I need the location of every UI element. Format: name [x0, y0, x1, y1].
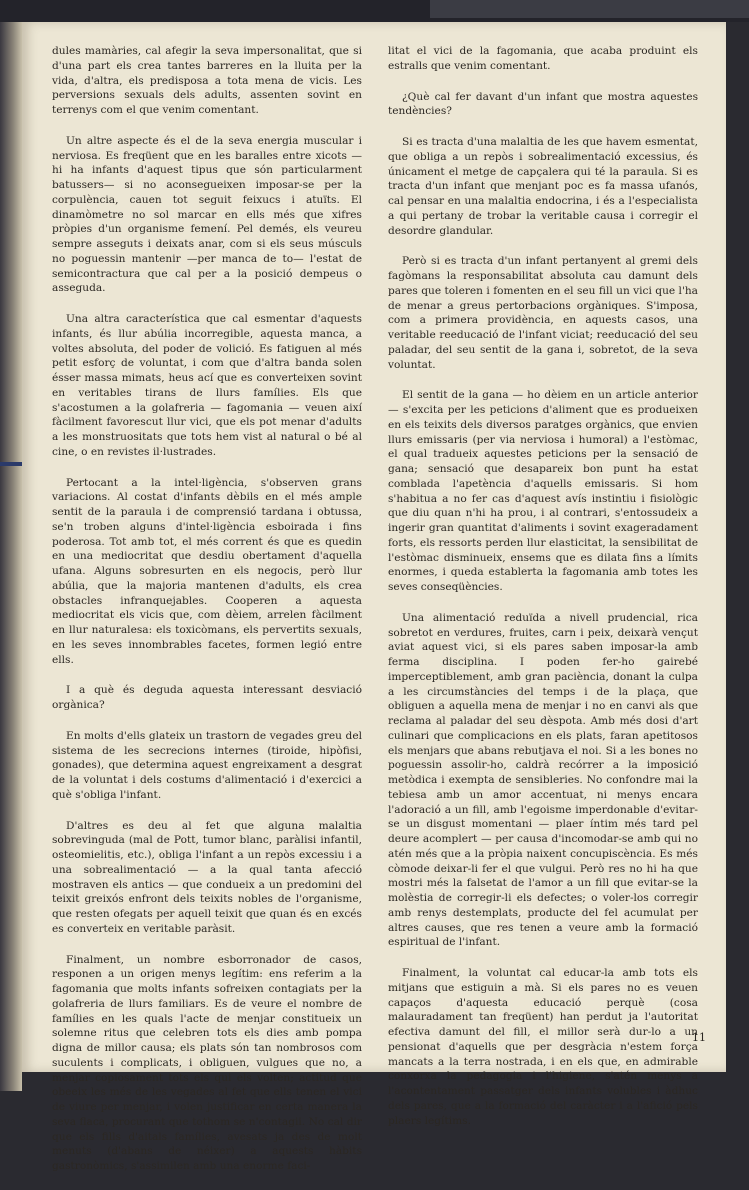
paragraph: Una alimentació reduïda a nivell prudencial, rica sobretot en verdures, fruites, carn i peix, deixarà vençut aviat aquest vici, si els pares saben imposar-la amb ferma disciplina. I poden fer-ho gairebé imperceptiblement, amb gran paciència, donant la culpa a les circumstàncies del temps i de la plaça, que obliguen a aquella mena de menjar i no en canvi als que reclama al paladar del seu dèspota. Amb més dosi d'art culinari que complicacions en els plats, faran apetitosos els menjars que abans rebutjava el noi. Si a les bones no poguessin assolir-ho, caldrà recórrer a la imposició metòdica i exempta de sensibleries. No confondre mai la tebiesa amb un amor accentuat, ni menys encara l'adoració a un fill, amb l'egoisme imperdonable d'evitar-se un disgust momentani — plaer íntim més tard pel deure acomplert — per causa d'incomodar-se amb qui no atén més que a la pròpia naixent concupiscència. Es més còmode deixar-li fer el que vulgui. Però res no hi ha que mostri més la falsetat de l'amor a un fill que evitar-se la molèstia de corregir-li els defectes; o voler-los corregir amb renys destemplats, producte del fel acumulat per altres causes, que res tenen a veure amb la formació espiritual de l'infant. [388, 611, 698, 949]
paragraph: dules mamàries, cal afegir la seva impersonalitat, que si d'una part els crea tantes barreres en la lluita per la vida, d'altra, els predisposa a tota mena de vicis. Les perversions sexuals dels adults, assenten sovint en terrenys com el que venim comentant. [52, 45, 362, 116]
scan-top-strip [0, 0, 749, 22]
page-number: 11 [692, 1031, 706, 1044]
left-column [52, 44, 362, 1190]
paragraph: Finalment, la voluntat cal educar-la amb tots els mitjans que estiguin a mà. Si els pares no es veuen capaços d'aquesta educació perquè (cosa malauradament tan freqüent) han perdut ja l'autoritat efectiva damunt del fill, el millor serà dur-lo a un pensionat d'aquells que per desgràcia n'estem força mancats a la terra nostrada, i en els que, en admirable conxorxa la pedagogia i l'higiene, s'atén menys a l'acontentament passatger dels infants volubles i àdhuc dels pares, que a la formació del caràcter i a l'afició pels plaers legítims. [388, 967, 698, 1127]
paragraph: Una altra característica que cal esmentar d'aquests infants, és llur abúlia incorregible, aquesta manca, a voltes absoluta, del poder de volició. Es fatiguen al més petit esforç de voluntat, i com que d'altra banda solen ésser massa mimats, heus ací que es converteixen sovint en veritables tirans de llurs famílies. Els que s'acostumen a la golafreria — fagomania — veuen així fàcilment favorescut llur vici, que els pot menar d'adults a les monstruositats que tots hem vist al natural o bé al cine, o en revistes il·lustrades. [52, 313, 362, 458]
paragraph: Finalment, un nombre esborronador de casos, responen a un origen menys legítim: ens referim a la fagomania que molts infants sofreixen contagiats per la golafreria de llurs familiars. Es de veure el nombre de famílies en les quals l'acte de menjar constitueix un solemne ritus que celebren tots els dies amb pompa digna de millor causa; els plats són tan nombrosos com suculents i complicats, i obliguen, vulgues que no, a menjar copiosament tots els qui els volten; actitud que obeeix les més de les vegades al fet que ells tenen el vici de viure per menjar, i volen justificar en certa manera la seva flaca, procurant que tothom se n'contagii. No cal dir que els fills d'aitals famílies, avesats ja des de molt menuts (d'abans de néixer) a aquests hàbits gastronòmics, s'assimilen amb una enorme faci- [52, 953, 362, 1172]
paragraph: El sentit de la gana — ho dèiem en un article anterior — s'excita per les peticions d'aliment que es produeixen en els teixits dels diversos paratges orgànics, que envien llurs emissaris (per via nerviosa i humoral) a l'estòmac, el qual tradueix aquestes peticions per la sensació de gana; sensació que desapareix bon punt ha estat comblada l'apetència d'aquells emissaris. Si hom s'habitua a no fer cas d'aquest avís instintiu i fisiològic que diu quan n'hi ha prou, i al contrari, s'entossudeix a ingerir gran quantitat d'aliments i sovint exageradament forts, els ressorts perden llur elasticitat, la sensibilitat de l'estòmac disminueix, ensems que es dilata fins a límits enormes, i queda establerta la fagomania amb totes les seves conseqüències. [388, 389, 698, 593]
paragraph: Però si es tracta d'un infant pertanyent al gremi dels fagòmans la responsabilitat absoluta cau damunt dels pares que toleren i fomenten en el seu fill un vici que l'ha de menar a greus pertorbacions orgàniques. S'imposa, com a primera providència, en aquests casos, una veritable reeducació de l'infant viciat; reeducació del seu paladar, del seu sentit de la gana i, sobretot, de la seva voluntat. [388, 255, 698, 371]
paragraph: Pertocant a la intel·ligència, s'observen grans variacions. Al costat d'infants dèbils en el més ample sentit de la paraula i de comprensió tardana i obtussa, se'n troben alguns d'intel·ligència esboirada i fins poderosa. Tot amb tot, el més corrent és que es quedin en una mediocritat que desdiu obertament d'aquella ufana. Alguns sobresurten en els negocis, però llur abúlia, que la majoria mantenen d'adults, els crea obstacles infranquejables. Cooperen a aquesta mediocritat els vicis que, com dèiem, arrelen fàcilment en llur naturalesa: els toxicòmans, els pervertits sexuals, en les seves innombrables facetes, formen legió entre ells. [52, 476, 362, 666]
page-marker [0, 462, 22, 466]
paragraph: litat el vici de la fagomania, que acaba produint els estralls que venim comentant. [388, 45, 698, 72]
paragraph: Si es tracta d'una malaltia de les que havem esmentat, que obliga a un repòs i sobrealimentació excessius, és únicament el metge de capçalera qui té la paraula. Si es tracta d'un infant que menjant poc es fa massa ufanós, cal pensar en una malaltia endocrina, i és a l'especialista a qui pertany de trobar la veritable causa i corregir el desordre glandular. [388, 136, 698, 237]
paragraph: I a què és deguda aquesta interessant desviació orgànica? [52, 684, 362, 711]
right-column [388, 44, 698, 1144]
paragraph: D'altres es deu al fet que alguna malaltia sobrevinguda (mal de Pott, tumor blanc, paràlisi infantil, osteomielitis, etc.), obliga l'infant a un repòs excessiu i a una sobrealimentació — a la qual tanta afecció mostraven els antics — que condueix a un predomini del teixit greixós enfront dels teixits nobles de l'organisme, que resten ofegats per aquell teixit que quan és en excés es converteix en veritable paràsit. [52, 819, 362, 935]
paragraph: ¿Què cal fer davant d'un infant que mostra aquestes tendències? [388, 90, 698, 118]
paragraph: En molts d'ells glateix un trastorn de vegades greu del sistema de les secrecions internes (tiroide, hipòfisi, gonades), que determina aquest engreixament a desgrat de la voluntat i dels costums d'alimentació i d'exercici a què s'obliga l'infant. [52, 729, 362, 801]
paragraph: Un altre aspecte és el de la seva energia muscular i nerviosa. Es freqüent que en les baralles entre xicots —hi ha infants d'aquest tipus que són particularment batussers— si no aconsegueixen imposar-se per la corpulència, cauen tot seguit feixucs i atuïts. El dinamòmetre no sol marcar en ells més que xifres pròpies d'un organisme femení. Pel demés, els veureu sempre asseguts i deixats anar, com si els seus músculs no poguessin mantenir —per manca de to— l'estat de semicontractura que cal per a la posició dempeus o asseguda. [52, 134, 362, 295]
document-page [22, 22, 726, 1172]
book-spine [0, 22, 22, 1091]
scan-top-tab [430, 0, 749, 18]
